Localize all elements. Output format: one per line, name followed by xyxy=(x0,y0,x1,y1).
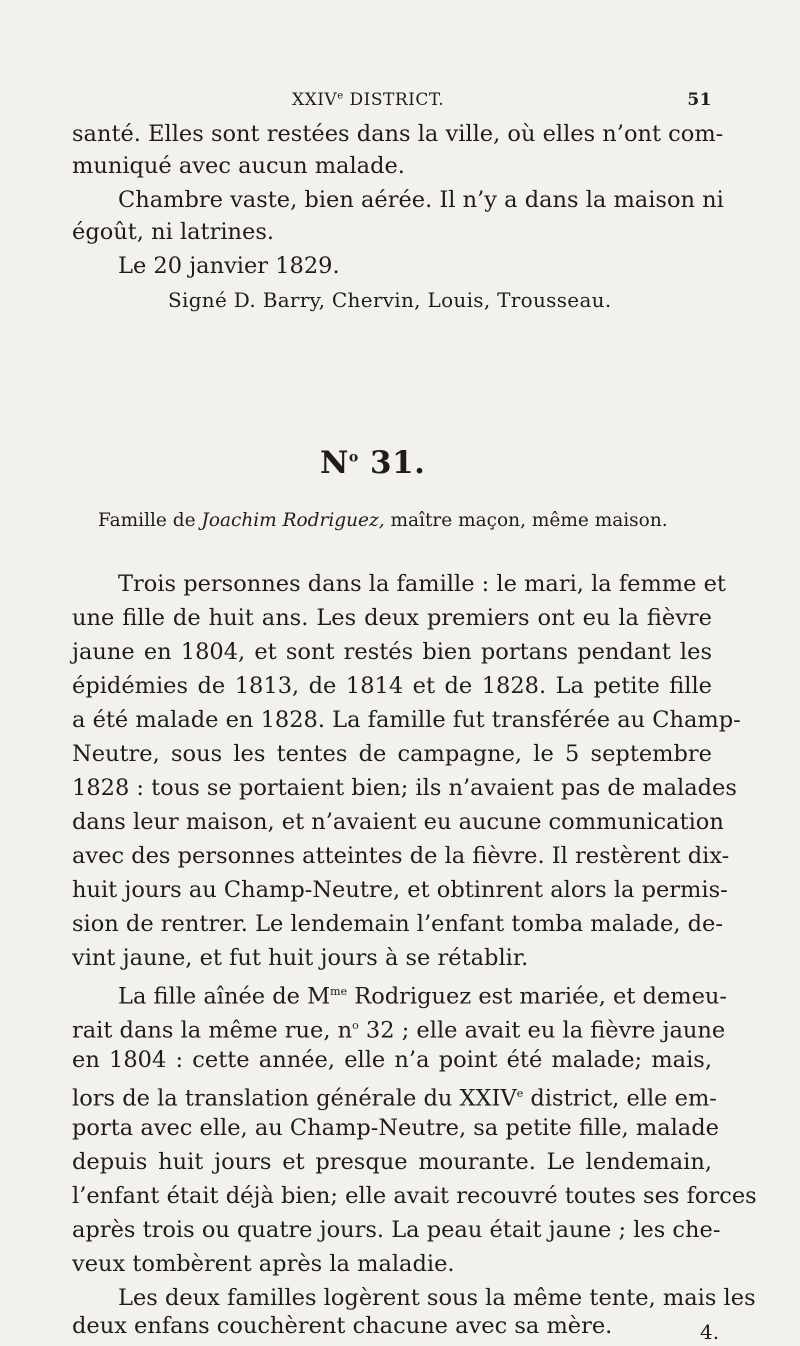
text-line: lors de la translation générale du XXIVe district, elle em- xyxy=(72,1085,717,1112)
text-line: Les deux familles logèrent sous la même tente, mais les xyxy=(118,1285,756,1311)
text-line: santé. Elles sont restées dans la ville, où elles n’ont com- xyxy=(72,121,724,147)
text-line: depuis huit jours et presque mourante. Le lendemain, xyxy=(72,1149,712,1175)
section-subtitle: Famille de Joachim Rodriguez, maître maçon, même maison. xyxy=(98,510,668,531)
signature-mark: 4. xyxy=(700,1320,720,1344)
text-line: Neutre, sous les tentes de campagne, le 5 septembre xyxy=(72,741,712,767)
running-header xyxy=(292,90,712,114)
text-line: porta avec elle, au Champ-Neutre, sa petite fille, malade xyxy=(72,1115,719,1141)
text-line: rait dans la même rue, $n^o$ 32 ; elle avait eu la fièvre jaune xyxy=(72,1017,726,1044)
text-line: l’enfant était déjà bien; elle avait recouvré toutes ses forces xyxy=(72,1183,757,1209)
text-line: muniqué avec aucun malade. xyxy=(72,153,405,179)
text-line: a été malade en 1828. La famille fut transférée au Champ- xyxy=(72,707,741,733)
district-heading: XXIVe DISTRICT. xyxy=(292,90,445,110)
text-line: après trois ou quatre jours. La peau était jaune ; les che- xyxy=(72,1217,721,1243)
page-number: 51 xyxy=(687,90,712,110)
text-line: veux tombèrent après la maladie. xyxy=(72,1251,455,1277)
text-line: épidémies de 1813, de 1814 et de 1828. La petite fille xyxy=(72,673,712,699)
date-line: Le 20 janvier 1829. xyxy=(118,253,340,279)
text-line: Trois personnes dans la famille : le mari, la femme et xyxy=(118,571,726,597)
text-line: jaune en 1804, et sont restés bien portans pendant les xyxy=(72,639,712,665)
text-line: égoût, ni latrines. xyxy=(72,219,275,245)
text-line: deux enfans couchèrent chacune avec sa mère. xyxy=(72,1313,613,1339)
text-line: 1828 : tous se portaient bien; ils n’avaient pas de malades xyxy=(72,775,737,801)
text-line: sion de rentrer. Le lendemain l’enfant tomba malade, de- xyxy=(72,911,723,937)
text-line: Chambre vaste, bien aérée. Il n’y a dans la maison ni xyxy=(118,187,724,213)
text-line: vint jaune, et fut huit jours à se rétablir. xyxy=(72,945,529,971)
text-line: dans leur maison, et n’avaient eu aucune communication xyxy=(72,809,724,835)
text-line: huit jours au Champ-Neutre, et obtinrent alors la permis- xyxy=(72,877,728,903)
signature-line: Signé D. Barry, Chervin, Louis, Trousseau. xyxy=(168,288,612,312)
text-line: une fille de huit ans. Les deux premiers ont eu la fièvre xyxy=(72,605,712,631)
text-line: La fille aînée de $M^{me}$ Rodriguez est mariée, et demeu- xyxy=(118,983,727,1010)
section-number: $N^o$ 31. xyxy=(320,445,426,481)
text-line: en 1804 : cette année, elle n’a point été malade; mais, xyxy=(72,1047,712,1073)
text-line: avec des personnes atteintes de la fièvre. Il restèrent dix- xyxy=(72,843,730,869)
